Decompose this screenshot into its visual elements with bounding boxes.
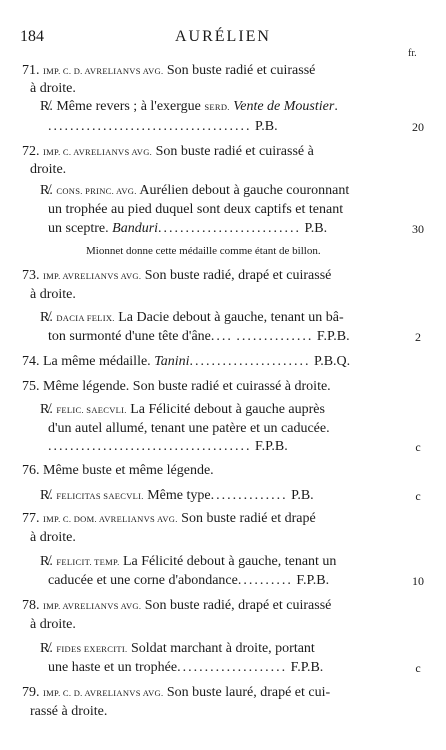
obverse-description-line: droite. <box>30 162 67 177</box>
obverse-description-line: à droite. <box>30 287 76 302</box>
obverse-description-line: à droite. <box>30 530 76 545</box>
rarity-value: 10 <box>412 574 424 588</box>
obverse-description-line: à droite. <box>30 617 76 632</box>
reverse-description-line: R̸. DACIA FELIX. La Dacie debout à gauche, tenant un bâ- <box>40 310 344 325</box>
obverse-description-line: 76. Même buste et même légende. <box>22 463 214 478</box>
page-number: 184 <box>20 28 44 45</box>
rarity-column-label: fr. <box>408 48 417 59</box>
editorial-note: Mionnet donne cette médaille comme étant de billon. <box>86 245 321 257</box>
reverse-description-line: caducée et une corne d'abondance.......... F.P.B. <box>48 573 330 588</box>
rarity-value: c <box>415 661 421 675</box>
reverse-description-line: une haste et un trophée.................... F.P.B. <box>48 660 324 675</box>
reverse-description-line: R̸. FELIC. SAECVLI. La Félicité debout à gauche auprès <box>40 402 325 417</box>
obverse-description-line: 71. IMP. C. D. AVRELIANVS AVG. Son buste radié et cuirassé <box>22 63 316 78</box>
reverse-description-line: R̸. FIDES EXERCITI. Soldat marchant à droite, portant <box>40 641 315 656</box>
rarity-value: 2 <box>415 330 421 344</box>
page-header <box>0 28 446 48</box>
rarity-value: c <box>415 489 421 503</box>
reverse-description-line: R̸. FELICIT. TEMP. La Félicité debout à gauche, tenant un <box>40 554 337 569</box>
rarity-value: 30 <box>412 222 424 236</box>
reverse-description-line: R̸. FELICITAS SAECVLI. Même type.............. P.B. <box>40 488 314 503</box>
obverse-description-line: 75. Même légende. Son buste radié et cuirassé à droite. <box>22 379 331 394</box>
reverse-description-line: R̸. CONS. PRINC. AVG. Aurélien debout à gauche couronnant <box>40 183 350 198</box>
obverse-description-line: 73. IMP. AVRELIANVS AVG. Son buste radié, drapé et cuirassé <box>22 268 332 283</box>
obverse-description-line: 78. IMP. AVRELIANVS AVG. Son buste radié, drapé et cuirassé <box>22 598 332 613</box>
obverse-description-line: 79. IMP. C. D. AVRELIANVS AVG. Son buste lauré, drapé et cui- <box>22 685 331 700</box>
obverse-description-line: 72. IMP. C. AVRELIANVS AVG. Son buste radié et cuirassé à <box>22 144 314 159</box>
reverse-description-line: ton surmonté d'une tête d'âne.... .............. F.P.B. <box>48 329 350 344</box>
obverse-description-line: à droite. <box>30 81 76 96</box>
rarity-value: c <box>415 440 421 454</box>
reverse-description-line: un sceptre. Banduri.......................... P.B. <box>48 221 328 236</box>
rarity-value: 20 <box>412 120 424 134</box>
page-title: AURÉLIEN <box>175 28 271 45</box>
obverse-description-line: 77. IMP. C. DOM. AVRELIANVS AVG. Son buste radié et drapé <box>22 511 316 526</box>
obverse-description-line: 74. La même médaille. Tanini...................... P.B.Q. <box>22 354 351 369</box>
reverse-description-line: ..................................... P.B. <box>48 119 278 134</box>
reverse-description-line: d'un autel allumé, tenant une patère et un caducée. <box>48 421 330 436</box>
obverse-description-line: rassé à droite. <box>30 704 108 719</box>
reverse-description-line: un trophée au pied duquel sont deux captifs et tenant <box>48 202 344 217</box>
reverse-description-line: ..................................... F.P.B. <box>48 439 288 454</box>
reverse-description-line: R̸. Même revers ; à l'exergue SERD. Vente de Moustier. <box>40 99 338 114</box>
